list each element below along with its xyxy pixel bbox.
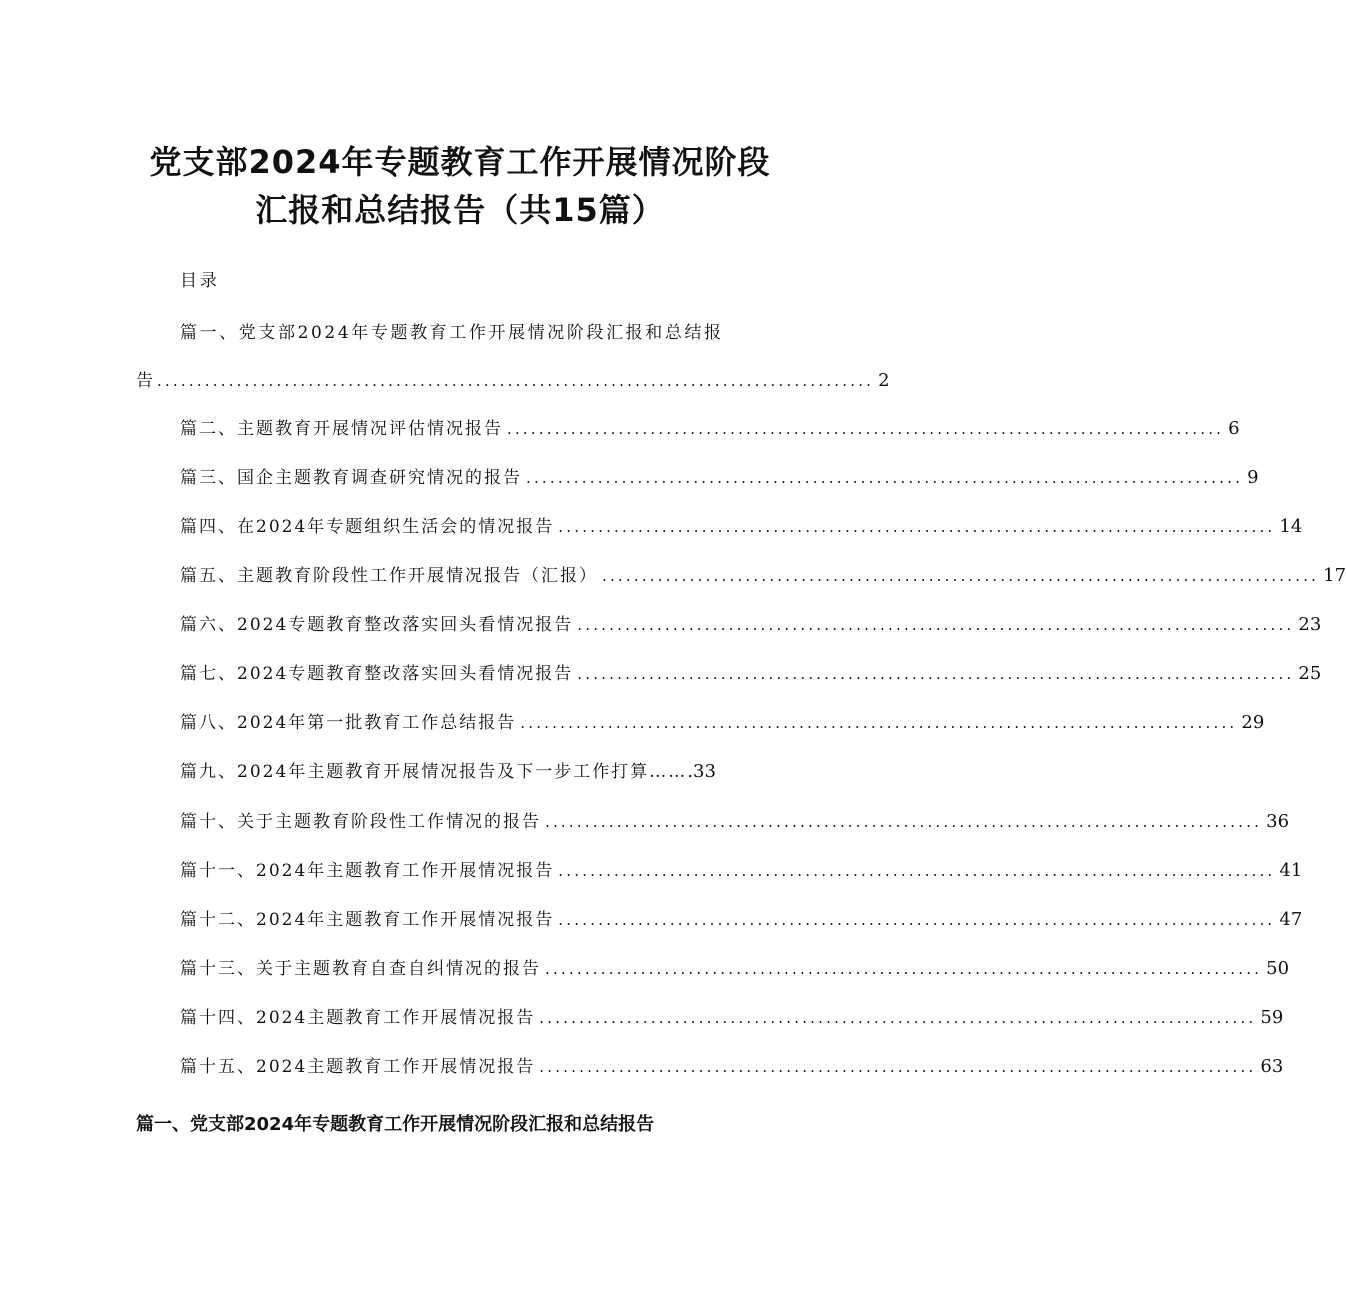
document-title-line-2: 汇报和总结报告（共15篇） xyxy=(255,191,665,229)
toc-page-number: 50 xyxy=(1266,958,1290,979)
toc-page-number: 6 xyxy=(1228,418,1240,439)
toc-page-number: 2 xyxy=(878,370,890,391)
toc-entry-5[interactable] xyxy=(180,561,1346,591)
toc-heading: 目录 xyxy=(180,271,220,291)
toc-entry-text: 篇十三、关于主题教育自查自纠情况的报告 xyxy=(180,959,541,979)
toc-dot-leader: .......................................................................................... xyxy=(602,567,1320,585)
toc-page-number: 59 xyxy=(1260,1007,1284,1028)
toc-dot-leader: .......................................................................................... xyxy=(157,372,875,390)
toc-dot-leader: .......................................................................................... xyxy=(577,616,1295,634)
toc-entry-13[interactable] xyxy=(180,954,1290,984)
toc-entry-text: 篇九、2024年主题教育开展情况报告及下一步工作打算…… xyxy=(180,762,688,782)
toc-page-number: 36 xyxy=(1266,811,1290,832)
toc-dot-leader: .......................................................................................... xyxy=(520,714,1238,732)
toc-entry-12[interactable] xyxy=(180,905,1303,935)
toc-entry-text: 告 xyxy=(136,371,153,391)
toc-entry-text: 篇五、主题教育阶段性工作开展情况报告（汇报） xyxy=(180,566,598,586)
toc-entry-text: 篇三、国企主题教育调查研究情况的报告 xyxy=(180,468,522,488)
toc-entry-15[interactable] xyxy=(180,1052,1284,1082)
toc-entry-14[interactable] xyxy=(180,1003,1284,1033)
toc-entry-3[interactable] xyxy=(180,463,1259,493)
toc-entry-1-line-1[interactable]: 篇一、党支部2024年专题教育工作开展情况阶段汇报和总结报 xyxy=(180,323,724,343)
toc-entry-text: 篇二、主题教育开展情况评估情况报告 xyxy=(180,419,503,439)
toc-entry-2[interactable] xyxy=(180,414,1240,444)
toc-dot-leader: .......................................................................................... xyxy=(577,665,1295,683)
toc-entry-text: 篇六、2024专题教育整改落实回头看情况报告 xyxy=(180,615,574,635)
toc-page-number: 23 xyxy=(1298,614,1322,635)
section-heading: 篇一、党支部2024年专题教育工作开展情况阶段汇报和总结报告 xyxy=(136,1114,655,1135)
toc-entry-text: 篇十一、2024年主题教育工作开展情况报告 xyxy=(180,861,555,881)
toc-page-number: 14 xyxy=(1279,516,1303,537)
toc-entry-text: 篇十二、2024年主题教育工作开展情况报告 xyxy=(180,910,555,930)
toc-entry-text: 篇十、关于主题教育阶段性工作情况的报告 xyxy=(180,812,541,832)
toc-entry-text: 篇七、2024专题教育整改落实回头看情况报告 xyxy=(180,664,574,684)
toc-dot-leader: .......................................................................................... xyxy=(558,518,1276,536)
toc-page-number: 41 xyxy=(1279,860,1303,881)
toc-entry-1-line-2[interactable] xyxy=(136,366,890,396)
toc-entry-9[interactable] xyxy=(180,757,774,787)
toc-entry-6[interactable] xyxy=(180,610,1322,640)
toc-dot-leader: .......................................................................................... xyxy=(507,420,1225,438)
toc-entry-8[interactable] xyxy=(180,708,1265,738)
toc-dot-leader: .......................................................................................... xyxy=(558,911,1276,929)
toc-entry-11[interactable] xyxy=(180,856,1303,886)
toc-page-number: 47 xyxy=(1279,909,1303,930)
toc-page-number: 63 xyxy=(1260,1056,1284,1077)
toc-dot-leader: .......................................................................................... xyxy=(558,862,1276,880)
toc-dot-leader: .......................................................................................... xyxy=(545,960,1263,978)
toc-entry-text: 篇四、在2024年专题组织生活会的情况报告 xyxy=(180,517,555,537)
toc-dot-leader: .......................................................................................... xyxy=(545,813,1263,831)
toc-entry-10[interactable] xyxy=(180,807,1290,837)
toc-page-number: .33 xyxy=(687,761,716,782)
toc-entry-text: 篇十五、2024主题教育工作开展情况报告 xyxy=(180,1057,536,1077)
toc-entry-text: 篇八、2024年第一批教育工作总结报告 xyxy=(180,713,517,733)
toc-entry-4[interactable] xyxy=(180,512,1303,542)
toc-page-number: 17 xyxy=(1323,565,1346,586)
toc-entry-text: 篇十四、2024主题教育工作开展情况报告 xyxy=(180,1008,536,1028)
toc-page-number: 9 xyxy=(1247,467,1259,488)
toc-entry-7[interactable] xyxy=(180,659,1322,689)
toc-page-number: 25 xyxy=(1298,663,1322,684)
toc-dot-leader: .......................................................................................... xyxy=(539,1009,1257,1027)
toc-page-number: 29 xyxy=(1241,712,1265,733)
document-title-line-1: 党支部2024年专题教育工作开展情况阶段 xyxy=(149,143,771,181)
toc-dot-leader: .......................................................................................... xyxy=(526,469,1244,487)
toc-dot-leader: .......................................................................................... xyxy=(539,1058,1257,1076)
